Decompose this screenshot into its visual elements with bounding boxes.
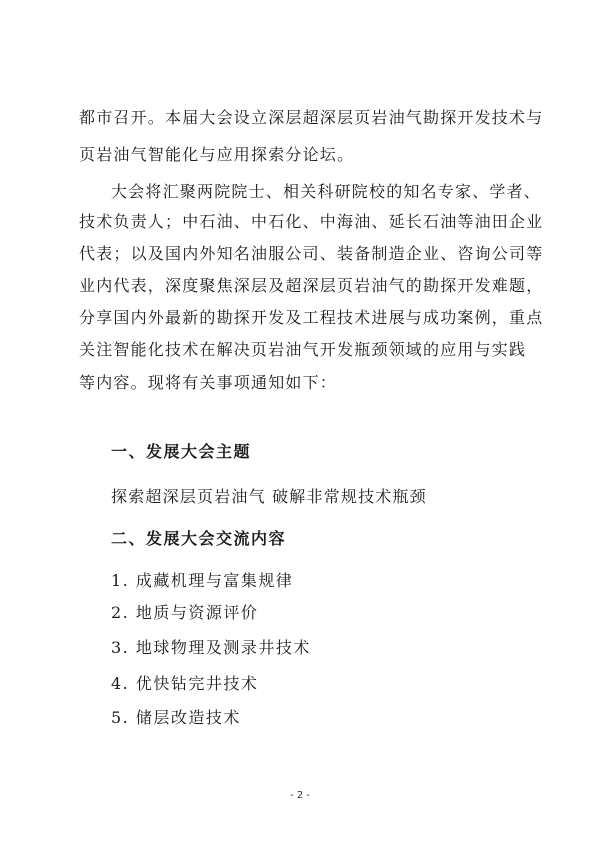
list-item: 1. 成藏机理与富集规律 — [111, 571, 294, 590]
paragraph-line: 分享国内外最新的勘探开发及工程技术进展与成功案例，重点 — [79, 308, 544, 327]
paragraph-line: 技术负责人；中石油、中石化、中海油、延长石油等油田企业 — [79, 212, 544, 231]
paragraph-line: 业内代表，深度聚焦深层及超深层页岩油气的勘探开发难题， — [79, 276, 544, 295]
paragraph-line: 代表；以及国内外知名油服公司、装备制造企业、咨询公司等 — [79, 244, 544, 263]
paragraph-line: 都市召开。本届大会设立深层超深层页岩油气勘探开发技术与 — [79, 108, 544, 127]
section-heading: 一、发展大会主题 — [111, 442, 252, 461]
list-item: 2. 地质与资源评价 — [111, 603, 259, 622]
paragraph-line: 页岩油气智能化与应用探索分论坛。 — [79, 145, 355, 164]
list-item: 3. 地球物理及测录井技术 — [111, 638, 311, 657]
paragraph-line: 等内容。现将有关事项通知如下： — [79, 373, 338, 392]
section-text: 探索超深层页岩油气 破解非常规技术瓶颈 — [111, 487, 427, 506]
list-item: 4. 优快钻完井技术 — [111, 674, 259, 693]
list-item: 5. 储层改造技术 — [111, 708, 241, 727]
paragraph-line: 关注智能化技术在解决页岩油气开发瓶颈领域的应用与实践 — [79, 340, 527, 359]
page-number: - 2 - — [290, 790, 310, 801]
paragraph-line: 大会将汇聚两院院士、相关科研院校的知名专家、学者、 — [111, 182, 542, 201]
section-heading: 二、发展大会交流内容 — [111, 529, 287, 548]
